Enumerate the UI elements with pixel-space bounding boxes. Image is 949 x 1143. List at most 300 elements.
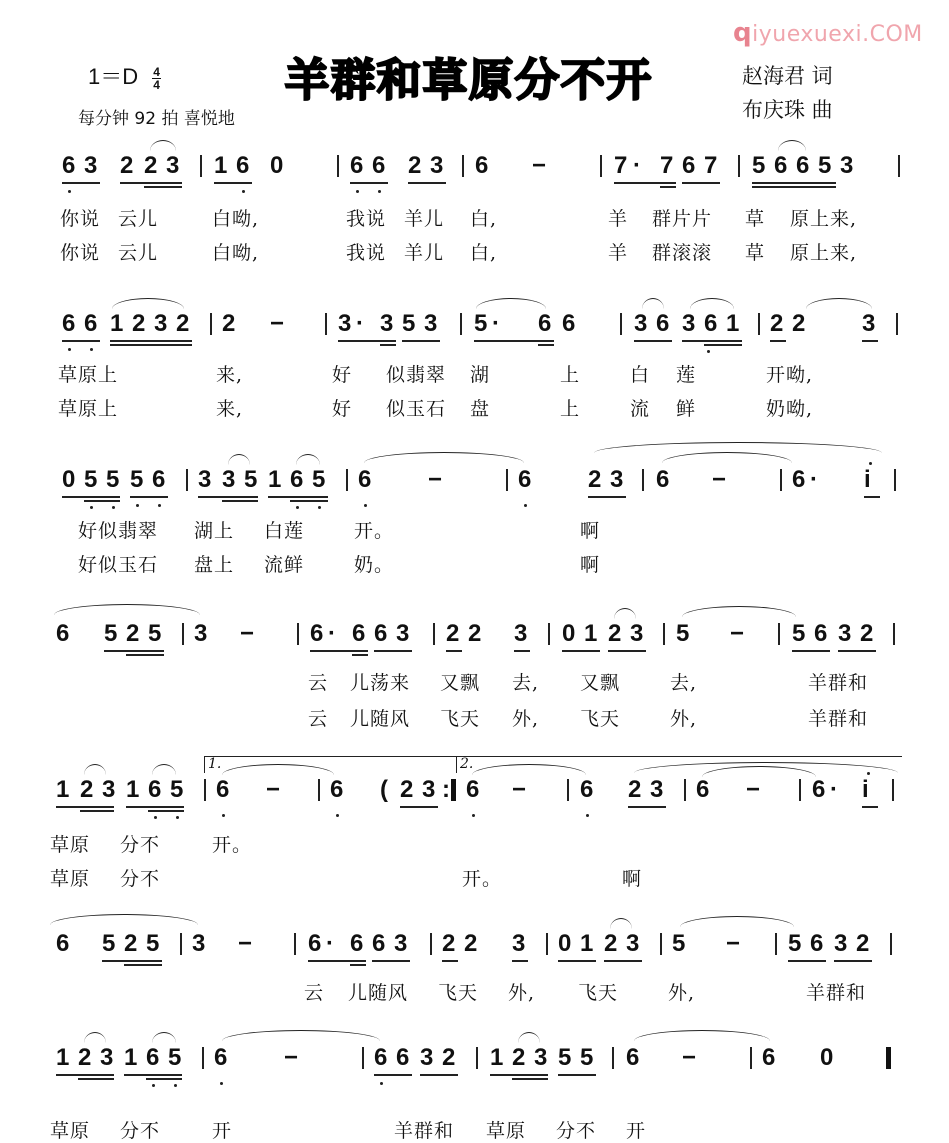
dash: − xyxy=(428,466,443,493)
slur xyxy=(682,606,796,617)
beam xyxy=(792,650,830,652)
note: 5 xyxy=(672,930,686,957)
volta-ending-1: 1. xyxy=(204,756,456,773)
tempo-marking: 每分钟 92 拍 喜悦地 xyxy=(78,109,235,129)
note: 5 xyxy=(474,310,488,337)
note: 3 xyxy=(534,1044,548,1071)
note: 3 xyxy=(634,310,648,337)
note: i xyxy=(864,466,871,493)
note: 6 xyxy=(810,930,824,957)
dot: · xyxy=(830,776,838,803)
note: 2 xyxy=(442,930,456,957)
slur xyxy=(662,452,792,463)
slur xyxy=(680,916,794,927)
beam xyxy=(614,182,676,184)
note: 1 xyxy=(110,310,124,337)
note: 5 xyxy=(818,152,832,179)
note: 3 xyxy=(198,466,212,493)
note: 2 xyxy=(446,620,460,647)
lyric: 外, xyxy=(670,708,698,730)
dash: − xyxy=(746,776,761,803)
slur xyxy=(296,454,320,465)
note: 3 xyxy=(396,620,410,647)
composer-credit: 布庆珠 曲 xyxy=(742,98,833,122)
barline xyxy=(738,155,740,177)
beam xyxy=(126,654,164,656)
note: 3 xyxy=(834,930,848,957)
note: 6 xyxy=(56,930,70,957)
lyric: 分不 xyxy=(120,1120,161,1142)
beam xyxy=(104,650,164,652)
beam xyxy=(588,496,626,498)
low-octave-dot xyxy=(472,814,475,817)
note: 2 xyxy=(222,310,236,337)
beam xyxy=(838,650,876,652)
note: 2 xyxy=(126,620,140,647)
note: 6 xyxy=(148,776,162,803)
barline xyxy=(799,779,801,801)
lyric: 奶呦, xyxy=(766,398,814,420)
barline xyxy=(890,933,892,955)
beam xyxy=(374,650,412,652)
slur xyxy=(228,454,250,465)
low-octave-dot xyxy=(296,506,299,509)
note: i xyxy=(862,776,869,803)
slur xyxy=(84,764,106,775)
note: 2 xyxy=(464,930,478,957)
note: 3 xyxy=(84,152,98,179)
beam xyxy=(446,650,462,652)
dash: − xyxy=(730,620,745,647)
beam xyxy=(130,496,168,498)
note: 2 xyxy=(78,1044,92,1071)
note: 2 xyxy=(628,776,642,803)
note: 6 xyxy=(814,620,828,647)
note: 0 xyxy=(562,620,576,647)
beam xyxy=(862,806,878,808)
dot: · xyxy=(326,930,334,957)
note: 3 xyxy=(102,776,116,803)
barline xyxy=(180,933,182,955)
barline xyxy=(620,313,622,335)
note: 3 xyxy=(512,930,526,957)
lyric: 似玉石 xyxy=(386,398,447,420)
lyric: 似翡翠 xyxy=(386,364,447,386)
beam xyxy=(420,1074,458,1076)
beam xyxy=(834,960,872,962)
note: 6 xyxy=(796,152,810,179)
barline xyxy=(660,933,662,955)
note: 6 xyxy=(374,1044,388,1071)
note: 6 xyxy=(310,620,324,647)
lyric: 云 xyxy=(308,672,329,694)
note: 6 xyxy=(812,776,826,803)
lyric: 流 xyxy=(630,398,651,420)
lyric: 羊 xyxy=(608,242,629,264)
note: 6 xyxy=(330,776,344,803)
barline xyxy=(202,1047,204,1069)
note: 6 xyxy=(216,776,230,803)
beam xyxy=(558,960,596,962)
lyric: 云儿 xyxy=(118,242,159,264)
beam xyxy=(512,960,528,962)
beam xyxy=(290,500,328,502)
barline xyxy=(506,469,508,491)
barline xyxy=(430,933,432,955)
barline xyxy=(896,313,898,335)
time-numerator: 4 xyxy=(153,64,160,79)
lyric: 好似玉石 xyxy=(78,554,159,576)
slur xyxy=(364,452,524,463)
lyric: 羊 xyxy=(608,208,629,230)
lyric: 你说 xyxy=(60,208,101,230)
note: 5 xyxy=(148,620,162,647)
time-signature xyxy=(152,66,161,91)
lyric: 飞天 xyxy=(438,982,479,1004)
lyric: 白, xyxy=(470,242,498,264)
lyric: 分不 xyxy=(120,868,161,890)
lyric: 白 xyxy=(630,364,651,386)
low-octave-dot xyxy=(136,504,139,507)
beam xyxy=(628,806,666,808)
slur xyxy=(112,298,184,309)
barline xyxy=(548,623,550,645)
barline xyxy=(663,623,665,645)
note: 0 xyxy=(270,152,284,179)
beam xyxy=(400,806,438,808)
note: 6 xyxy=(146,1044,160,1071)
low-octave-dot xyxy=(90,348,93,351)
beam xyxy=(78,1078,114,1080)
note: 5 xyxy=(580,1044,594,1071)
barline xyxy=(337,155,339,177)
dot: · xyxy=(492,310,500,337)
barline xyxy=(346,469,348,491)
barline xyxy=(893,623,895,645)
beam xyxy=(352,654,368,656)
low-octave-dot xyxy=(336,814,339,817)
lyric: 去, xyxy=(670,672,698,694)
lyric: 羊群和 xyxy=(808,672,869,694)
lyric: 好 xyxy=(332,364,353,386)
lyric: 白呦, xyxy=(212,208,260,230)
lyric: 原上来, xyxy=(790,208,858,230)
beam xyxy=(682,182,720,184)
beam xyxy=(56,1074,114,1076)
lyric: 白, xyxy=(470,208,498,230)
note: 6 xyxy=(352,620,366,647)
lyric: 外, xyxy=(512,708,540,730)
barline xyxy=(758,313,760,335)
note: 1 xyxy=(580,930,594,957)
beam xyxy=(338,340,396,342)
note: 6 xyxy=(475,152,489,179)
beam xyxy=(120,182,182,184)
slur xyxy=(614,608,636,619)
lyric: 啊 xyxy=(580,520,601,542)
note: 3 xyxy=(166,152,180,179)
lyric: 盘 xyxy=(470,398,491,420)
note: 6 xyxy=(56,620,70,647)
note: 6 xyxy=(792,466,806,493)
note: 5 xyxy=(792,620,806,647)
slur xyxy=(84,1032,106,1043)
lyric: 上 xyxy=(560,398,581,420)
lyric: 草原 xyxy=(50,1120,91,1142)
lyric: 草原 xyxy=(486,1120,527,1142)
note: 6 xyxy=(152,466,166,493)
note: 6 xyxy=(350,930,364,957)
low-octave-dot xyxy=(356,190,359,193)
note: 3 xyxy=(424,310,438,337)
lyric: 上 xyxy=(560,364,581,386)
barline xyxy=(476,1047,478,1069)
lyric: 外, xyxy=(668,982,696,1004)
beam xyxy=(864,496,880,498)
barline xyxy=(612,1047,614,1069)
low-octave-dot xyxy=(524,504,527,507)
note: 6 xyxy=(656,310,670,337)
key-label: 1＝D xyxy=(88,64,139,89)
note: 0 xyxy=(558,930,572,957)
slur xyxy=(642,298,664,309)
note: 3 xyxy=(222,466,236,493)
note: 3 xyxy=(422,776,436,803)
slur xyxy=(152,1032,176,1043)
beam xyxy=(372,960,410,962)
note: 7 xyxy=(704,152,718,179)
note: 6 xyxy=(696,776,710,803)
note: 2 xyxy=(468,620,482,647)
beam xyxy=(514,650,530,652)
note: 5 xyxy=(244,466,258,493)
note: 1 xyxy=(124,1044,138,1071)
note: 6 xyxy=(290,466,304,493)
barline xyxy=(600,155,602,177)
beam xyxy=(62,340,100,342)
beam xyxy=(474,340,554,342)
note: 2 xyxy=(408,152,422,179)
dash: − xyxy=(512,776,527,803)
note: 6 xyxy=(372,930,386,957)
note: 5 xyxy=(752,152,766,179)
barline xyxy=(210,313,212,335)
beam xyxy=(62,182,100,184)
note: 7 xyxy=(614,152,628,179)
note: 6 xyxy=(62,152,76,179)
beam xyxy=(110,340,192,342)
repeat-colon: : xyxy=(442,776,450,803)
dot: · xyxy=(633,152,641,179)
note: 3 xyxy=(338,310,352,337)
key-signature xyxy=(88,60,161,91)
note: 1 xyxy=(56,1044,70,1071)
note: 6 xyxy=(518,466,532,493)
note: 6 xyxy=(372,152,386,179)
beam xyxy=(350,182,388,184)
lyric: 白莲 xyxy=(264,520,305,542)
lyric: 我说 xyxy=(346,208,387,230)
note: 2 xyxy=(442,1044,456,1071)
low-octave-dot xyxy=(220,1082,223,1085)
lyric: 我说 xyxy=(346,242,387,264)
note: 6 xyxy=(762,1044,776,1071)
slur xyxy=(634,1030,770,1041)
high-octave-dot xyxy=(869,462,872,465)
note: 3 xyxy=(100,1044,114,1071)
note: 5 xyxy=(130,466,144,493)
beam xyxy=(126,806,184,808)
dot: · xyxy=(356,310,364,337)
slur xyxy=(222,1030,380,1041)
lyric: 飞天 xyxy=(580,708,621,730)
note: 5 xyxy=(102,930,116,957)
barline xyxy=(775,933,777,955)
dash: − xyxy=(532,152,547,179)
low-octave-dot xyxy=(380,1082,383,1085)
note: 5 xyxy=(676,620,690,647)
note: 6 xyxy=(774,152,788,179)
dot: · xyxy=(328,620,336,647)
rest: 0 xyxy=(820,1044,834,1071)
dash: − xyxy=(712,466,727,493)
beam xyxy=(402,340,440,342)
lyric: 儿荡来 xyxy=(350,672,411,694)
beam xyxy=(558,1074,596,1076)
barline xyxy=(778,623,780,645)
barline xyxy=(460,313,462,335)
note: 3 xyxy=(838,620,852,647)
beam xyxy=(310,650,368,652)
note: 3 xyxy=(514,620,528,647)
lyric: 开呦, xyxy=(766,364,814,386)
note: 6 xyxy=(350,152,364,179)
note: 6 xyxy=(466,776,480,803)
low-octave-dot xyxy=(154,816,157,819)
lyric: 你说 xyxy=(60,242,101,264)
watermark-logo-q: q xyxy=(733,18,753,48)
note: 3 xyxy=(630,620,644,647)
barline xyxy=(433,623,435,645)
slur xyxy=(518,1032,540,1043)
note: 3 xyxy=(650,776,664,803)
beam xyxy=(84,500,120,502)
beam xyxy=(268,496,328,498)
beam xyxy=(862,340,878,342)
low-octave-dot xyxy=(90,506,93,509)
beam xyxy=(102,960,162,962)
beam xyxy=(538,344,554,346)
dash: − xyxy=(238,930,253,957)
low-octave-dot xyxy=(176,816,179,819)
dot: · xyxy=(810,466,818,493)
note: 1 xyxy=(726,310,740,337)
beam xyxy=(124,1074,182,1076)
note: 6 xyxy=(704,310,718,337)
barline xyxy=(186,469,188,491)
note: 2 xyxy=(120,152,134,179)
note: 5 xyxy=(168,1044,182,1071)
note: 2 xyxy=(132,310,146,337)
slur xyxy=(152,764,176,775)
beam xyxy=(148,810,184,812)
low-octave-dot xyxy=(586,814,589,817)
beam xyxy=(490,1074,548,1076)
note: 6 xyxy=(214,1044,228,1071)
beam xyxy=(124,964,162,966)
beam xyxy=(222,500,258,502)
note: 3 xyxy=(430,152,444,179)
note: 6 xyxy=(626,1044,640,1071)
low-octave-dot xyxy=(242,190,245,193)
note: 5 xyxy=(312,466,326,493)
note: 5 xyxy=(788,930,802,957)
note: 3 xyxy=(420,1044,434,1071)
note: 6 xyxy=(656,466,670,493)
note: 0 xyxy=(62,466,76,493)
lyric: 莲 xyxy=(676,364,697,386)
lyric: 鲜 xyxy=(676,398,697,420)
note: 1 xyxy=(490,1044,504,1071)
lyric: 云儿 xyxy=(118,208,159,230)
beam xyxy=(144,186,182,188)
barline xyxy=(325,313,327,335)
lyric: 分不 xyxy=(556,1120,597,1142)
lyric: 来, xyxy=(216,398,244,420)
note: 2 xyxy=(124,930,138,957)
low-octave-dot xyxy=(222,814,225,817)
lyric: 云 xyxy=(308,708,329,730)
lyric: 开。 xyxy=(354,520,395,542)
lyric: 盘上 xyxy=(194,554,235,576)
note: 2 xyxy=(400,776,414,803)
barline xyxy=(684,779,686,801)
beam xyxy=(408,182,446,184)
beam xyxy=(56,806,114,808)
lyricist-credit: 赵海君 词 xyxy=(742,64,833,88)
lyric: 草 xyxy=(745,242,766,264)
note: 2 xyxy=(770,310,784,337)
barline xyxy=(894,469,896,491)
lyric: 飞天 xyxy=(440,708,481,730)
final-barline xyxy=(886,1047,891,1069)
low-octave-dot xyxy=(112,506,115,509)
beam xyxy=(682,340,742,342)
barline xyxy=(297,623,299,645)
note: 3 xyxy=(394,930,408,957)
note: 6 xyxy=(396,1044,410,1071)
lyric: 草原 xyxy=(50,868,91,890)
note: 6 xyxy=(84,310,98,337)
note: 3 xyxy=(610,466,624,493)
beam xyxy=(512,1078,548,1080)
note: 6 xyxy=(562,310,576,337)
lyric: 羊群和 xyxy=(808,708,869,730)
dash: − xyxy=(726,930,741,957)
lyric: 分不 xyxy=(120,834,161,856)
dash: − xyxy=(270,310,285,337)
beam xyxy=(608,650,646,652)
lyric: 又飘 xyxy=(580,672,621,694)
note: 1 xyxy=(126,776,140,803)
note: 1 xyxy=(56,776,70,803)
slur xyxy=(50,914,198,925)
lyric: 啊 xyxy=(580,554,601,576)
lyric: 群片片 xyxy=(652,208,713,230)
lyric: 来, xyxy=(216,364,244,386)
note: 5 xyxy=(146,930,160,957)
note: 2 xyxy=(792,310,806,337)
